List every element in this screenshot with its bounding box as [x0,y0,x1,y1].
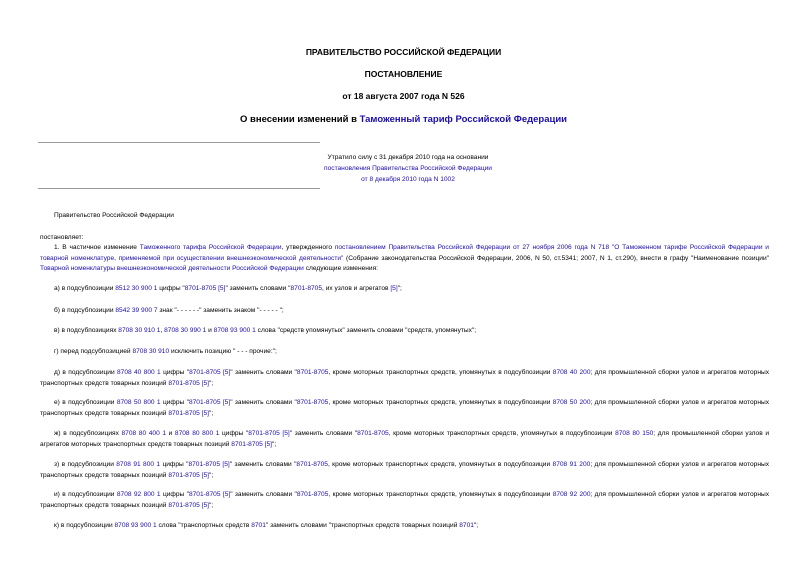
code-link[interactable]: 8708 40 800 1 [117,369,161,376]
code-link[interactable]: 8708 80 800 1 [174,430,220,437]
text: , [160,327,165,334]
text: , утвержденного [281,244,335,251]
repeal-decree-date-link[interactable]: от 8 декабря 2010 года N 1002 [361,176,455,183]
text: ж) в подсубпозициях [54,430,122,437]
item-v [40,326,769,337]
document-subject [0,114,807,125]
text: ; для промышленной сборки узлов и агрегатов моторных транспортных средств товарных позиций [40,491,770,509]
divider-bottom [38,188,320,189]
item-k [40,521,769,532]
code-link[interactable]: 8701-8705 [357,430,389,437]
text: " заменить словами " [289,430,358,437]
text: "; [209,379,214,387]
subject-prefix: О внесении изменений в [239,114,360,125]
repeal-decree-link[interactable]: постановления Правительства Российской Федерации [324,165,492,172]
decrees-text: постановляет: [40,234,84,241]
text: "; [209,501,214,509]
code-link[interactable]: 8701-8705 [296,399,329,406]
repeal-note [288,152,528,185]
text: "; [209,409,214,417]
text: "; [473,522,479,529]
code-link[interactable]: 8701 [459,522,474,529]
code-link[interactable]: 8708 93 900 1 [213,327,256,334]
text: , их узлов и агрегатов [322,285,391,292]
text: к) в подсубпозиции [54,522,115,529]
code-link[interactable]: 8701-8705 [296,461,328,468]
text: и [206,327,214,334]
code-link[interactable]: 8708 80 400 1 [121,430,167,437]
government-heading: ПРАВИТЕЛЬСТВО РОССИЙСКОЙ ФЕДЕРАЦИИ [305,47,502,57]
code-link[interactable]: 8701-8705 [5] [168,379,210,387]
text: " заменить словами " [225,285,291,292]
text: слова "транспортных средств [156,522,252,529]
footnote-link[interactable]: [5] [390,285,398,292]
tariff-link[interactable]: Таможенного тарифа Российской Федерации [139,244,282,251]
text: исключить позицию " - - - прочие:"; [169,348,277,355]
code-link[interactable]: 8512 30 900 1 [115,285,158,292]
code-link[interactable]: 8701-8705 [5] [231,440,272,448]
item-zh [40,429,769,450]
text: е) в подсубпозиции [54,399,117,406]
code-link[interactable]: 8701-8705 [5] [168,409,210,417]
text: цифры " [157,285,185,292]
code-link[interactable]: 8701-8705 [5] [188,491,231,498]
code-link[interactable]: 8708 40 200 [552,369,591,376]
text: следующие изменения: [303,265,379,273]
code-link[interactable]: 8701-8705 [5] [184,285,226,292]
text: знак "- - - - - -" заменить знаком "- - - - - "; [157,307,284,314]
code-link[interactable]: 8701-8705 [5] [188,399,231,406]
code-link[interactable]: 8708 91 800 1 [116,461,161,468]
text: в) в подсубпозициях [54,327,119,334]
text: , кроме моторных транспортных средств, упомянутых в подсубпозиции [327,461,553,468]
item-e [40,398,769,419]
text: "; [271,440,277,448]
code-link[interactable]: 8708 80 150 [615,430,654,437]
code-link[interactable]: 8708 50 800 1 [116,399,161,406]
item-g [40,347,769,358]
code-link[interactable]: 8701-8705 [296,491,329,498]
code-link[interactable]: 8708 30 990 1 [164,327,207,334]
text: цифры " [219,430,249,437]
text: г) перед подсубпозицией [54,348,133,355]
item-z [40,460,769,481]
code-link[interactable]: 8708 50 200 [552,399,591,406]
text: и [166,430,175,437]
code-link[interactable]: 8701-8705 [5] [248,430,290,437]
item-b [40,306,769,317]
text: б) в подсубпозиции [54,307,116,314]
text: , кроме моторных транспортных средств, упомянутых в подсубпозиции [328,369,553,376]
text: , кроме моторных транспортных средств, упомянутых в подсубпозиции [328,399,553,406]
decree-718-link[interactable]: постановлением Правительства Российской Федерации от 27 ноября 2006 года N 718 "О Таможенном тарифе Российской Федерации и товарной номенклатуре, применяемой при осуществлении внешнеэкономической деятельности" [40,244,769,262]
text: " заменить словами "транспортных средств товарных позиций [265,522,460,529]
intro-text: Правительство Российской Федерации [54,212,174,219]
text: цифры " [160,491,189,498]
code-link[interactable]: 8708 30 910 1 [118,327,161,334]
nomenclature-link[interactable]: Товарной номенклатуры внешнеэкономической деятельности Российской Федерации [40,265,304,273]
text: ; для промышленной сборки узлов и агрегатов моторных транспортных средств товарных позиций [40,430,770,448]
text: , кроме моторных транспортных средств, упомянутых в подсубпозиции [388,430,616,437]
code-link[interactable]: 8708 92 800 1 [116,491,161,498]
text: цифры " [160,369,190,376]
paragraph-1 [40,243,769,275]
text: ; для промышленной сборки узлов и агрегатов моторных транспортных средств товарных позиций [40,369,769,387]
text: слова "средств упомянутых" заменить словами "средств, упомянутых"; [255,327,477,334]
text: и) в подсубпозиции [54,491,117,498]
text: " заменить словами " [230,399,297,406]
code-link[interactable]: 8701-8705 [5] [188,461,230,468]
subject-link[interactable]: Таможенный тариф Российской Федерации [359,114,568,125]
code-link[interactable]: 8701-8705 [296,369,329,376]
document-date-number: от 18 августа 2007 года N 526 [342,91,465,101]
text: (Собрание законодательства Российской Федерации, 2006, N 50, ст.5341; 2007, N 1, ст.290), внести в графу "Наименование позиции" [343,254,770,262]
text: д) в подсубпозиции [54,369,117,376]
code-link[interactable]: 8701-8705 [290,285,323,292]
text: " заменить словами " [230,369,297,376]
text: "; [397,285,402,292]
text: а) в подсубпозиции [54,285,116,292]
code-link[interactable]: 8701 [251,522,266,529]
item-d [40,368,769,389]
divider-top [38,142,320,143]
code-link[interactable]: 8701-8705 [5] [168,471,210,479]
code-link[interactable]: 8542 39 900 7 [115,307,158,314]
text: " заменить словами " [229,461,297,468]
text: ; для промышленной сборки узлов и агрегатов моторных транспортных средств товарных позиций [40,461,769,479]
document-type: ПОСТАНОВЛЕНИЕ [364,69,443,79]
item-a [40,284,769,295]
item-i [40,490,769,511]
text: цифры " [160,461,189,468]
text: "; [209,471,214,479]
code-link[interactable]: 8701-8705 [5] [168,501,210,509]
repeal-note-line1: Утратило силу с 31 декабря 2010 года на основании [327,154,489,161]
code-link[interactable]: 8708 92 200 [552,491,591,498]
text: " заменить словами " [230,491,297,498]
text: 1. В частичное изменение [54,244,140,251]
text: ; для промышленной сборки узлов и агрегатов моторных транспортных средств товарных позиций [40,399,770,417]
text: з) в подсубпозиции [54,461,117,468]
code-link[interactable]: 8708 93 900 1 [114,522,157,529]
code-link[interactable]: 8701-8705 [5] [189,369,231,376]
text: цифры " [160,399,189,406]
code-link[interactable]: 8708 30 910 [132,348,170,355]
code-link[interactable]: 8708 91 200 [552,461,591,468]
text: , кроме моторных транспортных средств, упомянутых в подсубпозиции [328,491,553,498]
